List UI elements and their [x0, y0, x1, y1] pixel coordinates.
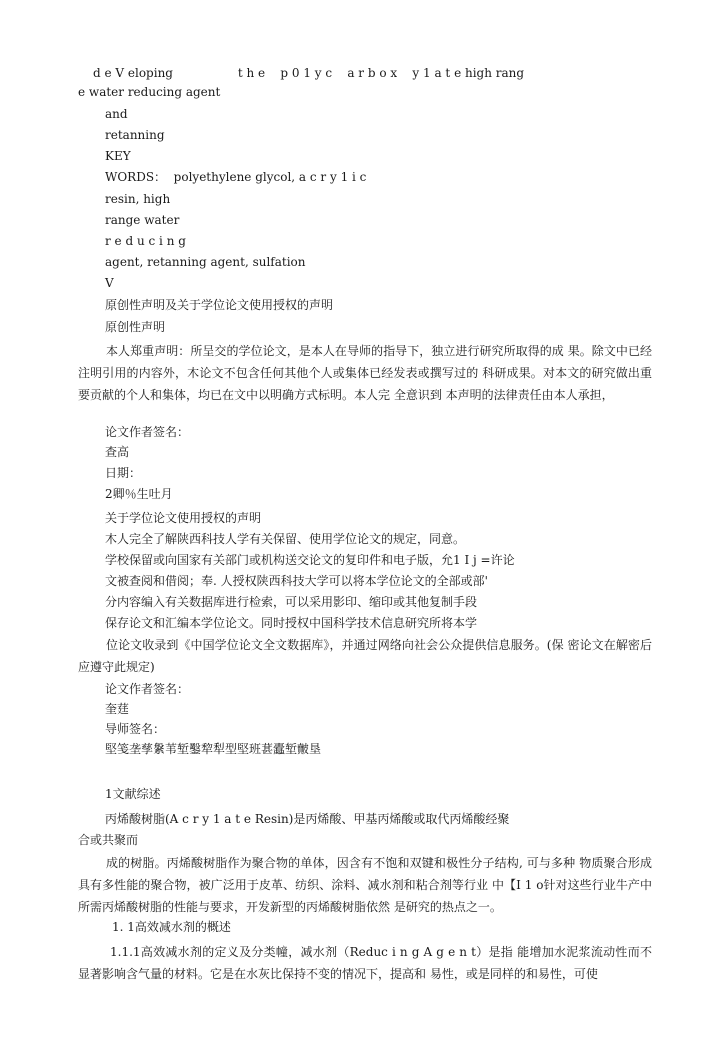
authorization-author-signature-label: 论文作者签名： [105, 682, 190, 696]
section-paragraph: 1.1.1高效减水剂的定义及分类幢，减水剂（Reduc i n g A g e n t）是指 能增加水泥浆流动性而不显著影响含气量的材料。它是在水灰比保持不变的情况下，提高和 易性，或是同样的和易性，可使 [78, 945, 652, 981]
chapter-intro-paragraph: 成的树脂。丙烯酸树脂作为聚合物的单体，因含有不饱和双键和极性分子结构, 可与多种 物质聚合形成具有多性能的聚合物，被广泛用于皮革、纺织、涂料、减水剂和粘合剂等行业 中【I 1 o针对这些行业牛产中所需丙烯酸树脂的性能与要求，开发新型的丙烯酸树脂依然 是研究的热点之一。 [78, 856, 652, 914]
authorization-author-signature: 奎莛 [105, 702, 130, 716]
chapter-intro-line1: 丙烯酸树脂(A c r y 1 a t e Resin)是丙烯酸、甲基丙烯酸或取代丙烯酸经聚 [105, 812, 510, 826]
chapter-intro-line2: 合或共聚而 [78, 833, 139, 847]
abstract-and: and [105, 107, 128, 121]
advisor-signature: 堅笺垄孳縏苇堑鑿犂犁型堅班葚蠹堑皾垦 [105, 742, 322, 756]
abstract-retanning: retanning [105, 128, 165, 142]
declaration-author-signature: 查高 [105, 445, 130, 459]
originality-body: 本人郑重声明：所呈交的学位论文，是本人在导师的指导下，独立进行研究所取得的成 果。除文中已经注明引用的内容外，木论文不包含任何其他个人或集体已经发表或撰写过的 科研成果。对本文的研究做出重要贡献的个人和集体，均已在文中以明确方式标明。本人完 全意识到 本声明的法律责任由本人承担， [78, 344, 652, 402]
keywords-resin: resin, high [105, 192, 171, 206]
abstract-title-line2: e water reducing agent [78, 85, 221, 99]
authorization-line5: 保存论文和汇编本学位论文。同时授权中国科学技术信息研究所将本学 [105, 616, 478, 630]
declaration-date-label: 日期： [105, 466, 142, 480]
authorization-line6: 位论文收录到《中国学位论文全文数据库》，并通过网络向社会公众提供信息服务。(保 密论文在解密后应遵守此规定) [78, 638, 652, 674]
authorization-line4: 分内容编入有关数据库进行检索，可以采用影印、缩印或其他复制手段 [105, 595, 478, 609]
declaration-heading: 原创性声明及关于学位论文使用授权的声明 [105, 298, 334, 312]
keywords-range: range water [105, 213, 180, 227]
keywords-key: KEY [105, 149, 131, 163]
keywords-agent: agent, retanning agent, sulfation [105, 255, 306, 269]
authorization-line1: 木人完全了解陕西科技人学有关保留、使用学位论文的规定，同意。 [105, 532, 466, 546]
authorization-line3: 文被查阅和借阅；奉. 人授权陕西科技大学可以将本学位论文的全部或部' [105, 574, 488, 588]
section-heading: 1. 1高效减水剂的概述 [112, 920, 231, 934]
declaration-author-signature-label: 论文作者签名： [105, 425, 190, 439]
authorization-heading: 关于学位论文使用授权的声明 [105, 511, 262, 525]
keywords-reducing: r e d u c i n g [105, 234, 186, 248]
authorization-line2: 学校保留或向国家有关部门或机构送交论文的复印件和电子版，允1 I j =许论 [105, 553, 515, 567]
page-roman-numeral: V [105, 276, 114, 290]
declaration-date-value: 2卿％生吐月 [105, 487, 173, 501]
chapter-heading: 1文献综述 [105, 787, 161, 801]
keywords-words: WORDS： polyethylene glycol, a c r y 1 i c [105, 170, 367, 184]
abstract-title-line1: d e V eloping t h e p 0 1 y c a r b o x y 1 a t e high rang [93, 66, 525, 80]
originality-subheading: 原创性声明 [105, 320, 166, 334]
advisor-signature-label: 导师签名： [105, 722, 166, 736]
